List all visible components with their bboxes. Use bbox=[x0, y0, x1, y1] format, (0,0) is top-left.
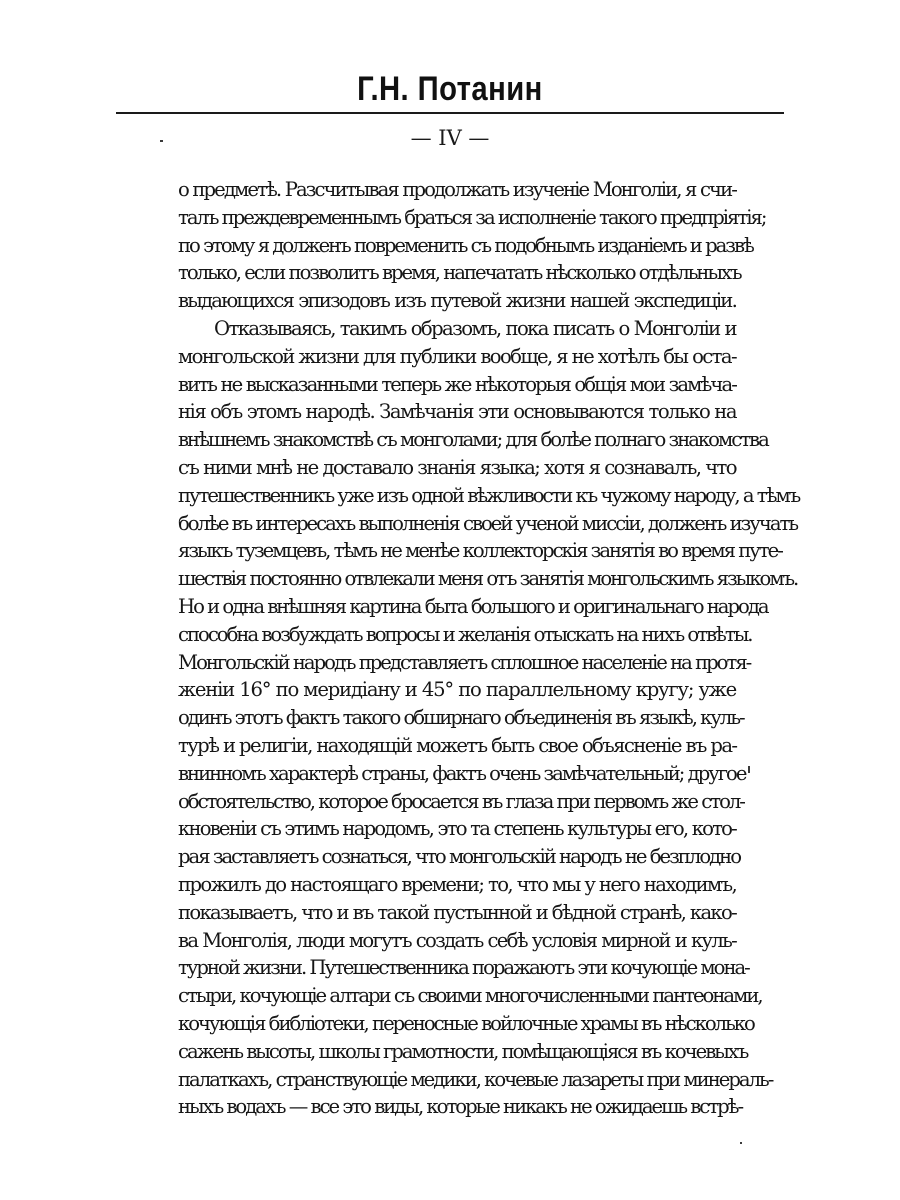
text-line: палаткахъ, странствующіе медики, кочевые лазареты при минераль- bbox=[178, 1067, 773, 1091]
scan-speck bbox=[748, 766, 750, 773]
text-line: турѣ и религіи, находящій можетъ быть свое объясненіе въ ра- bbox=[178, 733, 737, 757]
text-line: только, если позволитъ время, напечатать нѣсколько отдѣльныхъ bbox=[178, 261, 741, 285]
text-line: по этому я долженъ повременить съ подобнымъ изданіемъ и развѣ bbox=[178, 233, 753, 257]
text-line: кочующія библіотеки, переносные войлочные храмы въ нѣсколько bbox=[178, 1011, 754, 1035]
text-line: выдающихся эпизодовъ изъ путевой жизни нашей экспедиціи. bbox=[178, 289, 736, 313]
text-line: нія объ этомъ народѣ. Замѣчанія эти основываются только на bbox=[178, 400, 736, 424]
text-line: рая заставляетъ сознаться, что монгольскій народъ не безплодно bbox=[178, 845, 741, 869]
text-line: обстоятельство, которое бросается въ глаза при первомъ же стол- bbox=[178, 789, 744, 813]
text-line: о предметѣ. Разсчитывая продолжать изученіе Монголіи, я счи- bbox=[178, 178, 736, 201]
text-line: талъ преждевременнымъ браться за исполненіе такого предпріятія; bbox=[178, 205, 766, 229]
text-line: внинномъ характерѣ страны, фактъ очень замѣчательный; другое bbox=[178, 761, 746, 785]
text-line: прожилъ до настоящаго времени; то, что мы у него находимъ, bbox=[178, 872, 737, 896]
text-line: Но и одна внѣшняя картина быта большого и оригинальнаго народа bbox=[178, 594, 768, 618]
text-line: сажень высоты, школы грамотности, помѣщающіяся въ кочевыхъ bbox=[178, 1039, 748, 1063]
text-line: показываетъ, что и въ такой пустынной и бѣдной странѣ, како- bbox=[178, 900, 736, 924]
text-line: ва Монголія, люди могутъ создать себѣ условія мирной и куль- bbox=[178, 928, 736, 952]
text-line: ныхъ водахъ — все это виды, которые никакъ не ожидаешь встрѣ- bbox=[178, 1095, 743, 1119]
text-line: женіи 16° по меридіану и 45° по параллельному кругу; уже bbox=[178, 678, 736, 702]
text-line: кновеніи съ этимъ народомъ, это та степень культуры его, кото- bbox=[178, 817, 736, 841]
text-line: Отказываясь, такимъ образомъ, пока писать о Монголіи и bbox=[214, 316, 736, 340]
text-line: внѣшнемъ знакомствѣ съ монголами; для болѣе полнаго знакомства bbox=[178, 428, 768, 452]
text-line: турной жизни. Путешественника поражаютъ эти кочующіе мона- bbox=[178, 956, 749, 980]
text-line: Монгольскій народъ представляетъ сплошное населеніе на протя- bbox=[178, 650, 751, 674]
text-line: съ ними мнѣ не доставало знанія языка; хотя я сознавалъ, что bbox=[178, 455, 736, 479]
text-line: стыри, кочующіе алтари съ своими многочисленными пантеонами, bbox=[178, 984, 762, 1008]
body-text bbox=[178, 176, 800, 1121]
text-line: монгольской жизни для публики вообще, я не хотѣлъ бы оста- bbox=[178, 344, 736, 368]
page-number: — IV — bbox=[410, 126, 490, 150]
text-line: вить не высказанными теперь же нѣкоторыя общія мои замѣча- bbox=[178, 372, 736, 396]
text-line: болѣе въ интересахъ выполненія своей ученой миссіи, долженъ изучать bbox=[178, 511, 798, 535]
header-rule bbox=[116, 112, 784, 114]
text-line: одинъ этотъ фактъ такого обширнаго объединенія въ языкѣ, куль- bbox=[178, 706, 744, 730]
text-line: способна возбуждать вопросы и желанія отыскать на нихъ отвѣты. bbox=[178, 622, 752, 646]
author-header: Г.Н. Потанин bbox=[357, 70, 543, 108]
text-line: языкъ туземцевъ, тѣмъ не менѣе коллекторскія занятія во время путе- bbox=[178, 539, 782, 563]
text-line: путешественникъ уже изъ одной вѣжливости къ чужому народу, а тѣмъ bbox=[178, 483, 800, 507]
running-header bbox=[0, 72, 900, 106]
text-line: шествія постоянно отвлекали меня отъ занятія монгольскимъ языкомъ. bbox=[178, 567, 798, 591]
scan-speck bbox=[740, 1142, 742, 1144]
scan-speck bbox=[160, 140, 163, 142]
